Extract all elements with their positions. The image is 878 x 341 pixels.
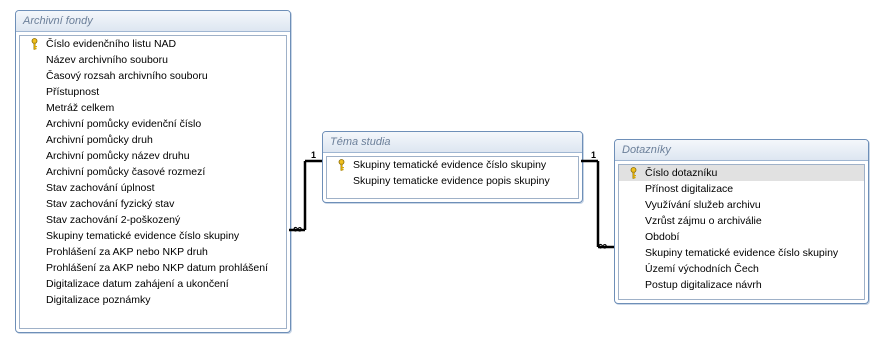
field-row-primary-key[interactable]: [20, 36, 286, 52]
field-label: Vzrůst zájmu o archiválie: [645, 215, 762, 227]
table-dotazniky[interactable]: [614, 139, 869, 304]
field-row[interactable]: [619, 197, 864, 213]
field-row[interactable]: [20, 68, 286, 84]
field-label: Území východních Čech: [645, 263, 759, 275]
field-label: Skupiny tematické evidence číslo skupiny: [46, 230, 240, 242]
field-row[interactable]: [20, 292, 286, 308]
field-label: Číslo evidenčního listu NAD: [46, 38, 177, 50]
field-label: Stav zachování 2-poškozený: [46, 214, 181, 226]
field-label: Archivní pomůcky název druhu: [46, 150, 190, 162]
field-list[interactable]: [326, 156, 579, 199]
field-row[interactable]: [20, 100, 286, 116]
field-label: Stav zachování fyzický stav: [46, 198, 175, 210]
field-label: Prohlášení za AKP nebo NKP datum prohlášení: [46, 262, 269, 274]
field-row-primary-key[interactable]: [619, 165, 864, 181]
field-label: Skupiny tematicke evidence popis skupiny: [353, 175, 550, 187]
table-title[interactable]: Téma studia: [323, 132, 582, 153]
field-label: Digitalizace poznámky: [46, 294, 151, 306]
relationship-one-label: 1: [591, 150, 597, 160]
relationship-many-label: ∞: [598, 238, 608, 253]
relationship-many-label: ∞: [293, 221, 303, 236]
field-label: Postup digitalizace návrh: [645, 279, 762, 291]
primary-key-icon: [30, 38, 39, 50]
field-label: Digitalizace datum zahájení a ukončení: [46, 278, 229, 290]
field-label: Časový rozsah archivního souboru: [46, 70, 208, 82]
field-label: Archivní pomůcky evidenční číslo: [46, 118, 202, 130]
primary-key-icon: [337, 159, 346, 171]
table-title[interactable]: Archivní fondy: [16, 11, 290, 32]
relationship-archivni-fondy-tema-studia[interactable]: [289, 150, 322, 236]
field-row[interactable]: [20, 180, 286, 196]
field-label: Stav zachování úplnost: [46, 182, 155, 194]
field-row-primary-key[interactable]: [327, 157, 578, 173]
table-archivni-fondy[interactable]: [15, 10, 291, 333]
field-label: Přínost digitalizace: [645, 183, 734, 195]
field-label: Skupiny tematické evidence číslo skupiny: [353, 159, 547, 171]
table-title[interactable]: Dotazníky: [615, 140, 868, 161]
field-row[interactable]: [20, 132, 286, 148]
field-label: Název archivního souboru: [46, 54, 168, 66]
field-row[interactable]: [20, 276, 286, 292]
relationship-one-label: 1: [311, 150, 317, 160]
field-row[interactable]: [619, 245, 864, 261]
field-row[interactable]: [619, 277, 864, 293]
field-row[interactable]: [20, 196, 286, 212]
primary-key-icon: [629, 167, 638, 179]
field-row[interactable]: [20, 116, 286, 132]
field-label: Využívání služeb archivu: [645, 199, 761, 211]
field-label: Prohlášení za AKP nebo NKP druh: [46, 246, 208, 258]
field-list[interactable]: [618, 164, 865, 300]
field-row[interactable]: [20, 260, 286, 276]
field-label: Archivní pomůcky časové rozmezí: [46, 166, 206, 178]
field-label: Období: [645, 231, 680, 243]
field-row[interactable]: [20, 244, 286, 260]
field-label: Přístupnost: [46, 86, 100, 98]
field-row[interactable]: [20, 228, 286, 244]
relationship-tema-studia-dotazniky[interactable]: [581, 150, 614, 253]
field-label: Archivní pomůcky druh: [46, 134, 153, 146]
field-row[interactable]: [20, 84, 286, 100]
field-label: Skupiny tematické evidence číslo skupiny: [645, 247, 839, 259]
field-row[interactable]: [20, 212, 286, 228]
field-row[interactable]: [20, 148, 286, 164]
field-row[interactable]: [619, 213, 864, 229]
field-row[interactable]: [20, 52, 286, 68]
field-label: Metráž celkem: [46, 102, 115, 114]
field-row[interactable]: [619, 229, 864, 245]
field-row[interactable]: [619, 261, 864, 277]
field-row[interactable]: [20, 164, 286, 180]
field-label: Číslo dotazníku: [645, 167, 718, 179]
table-tema-studia[interactable]: [322, 131, 583, 203]
field-row[interactable]: [619, 181, 864, 197]
field-row[interactable]: [327, 173, 578, 189]
field-list[interactable]: [19, 35, 287, 329]
